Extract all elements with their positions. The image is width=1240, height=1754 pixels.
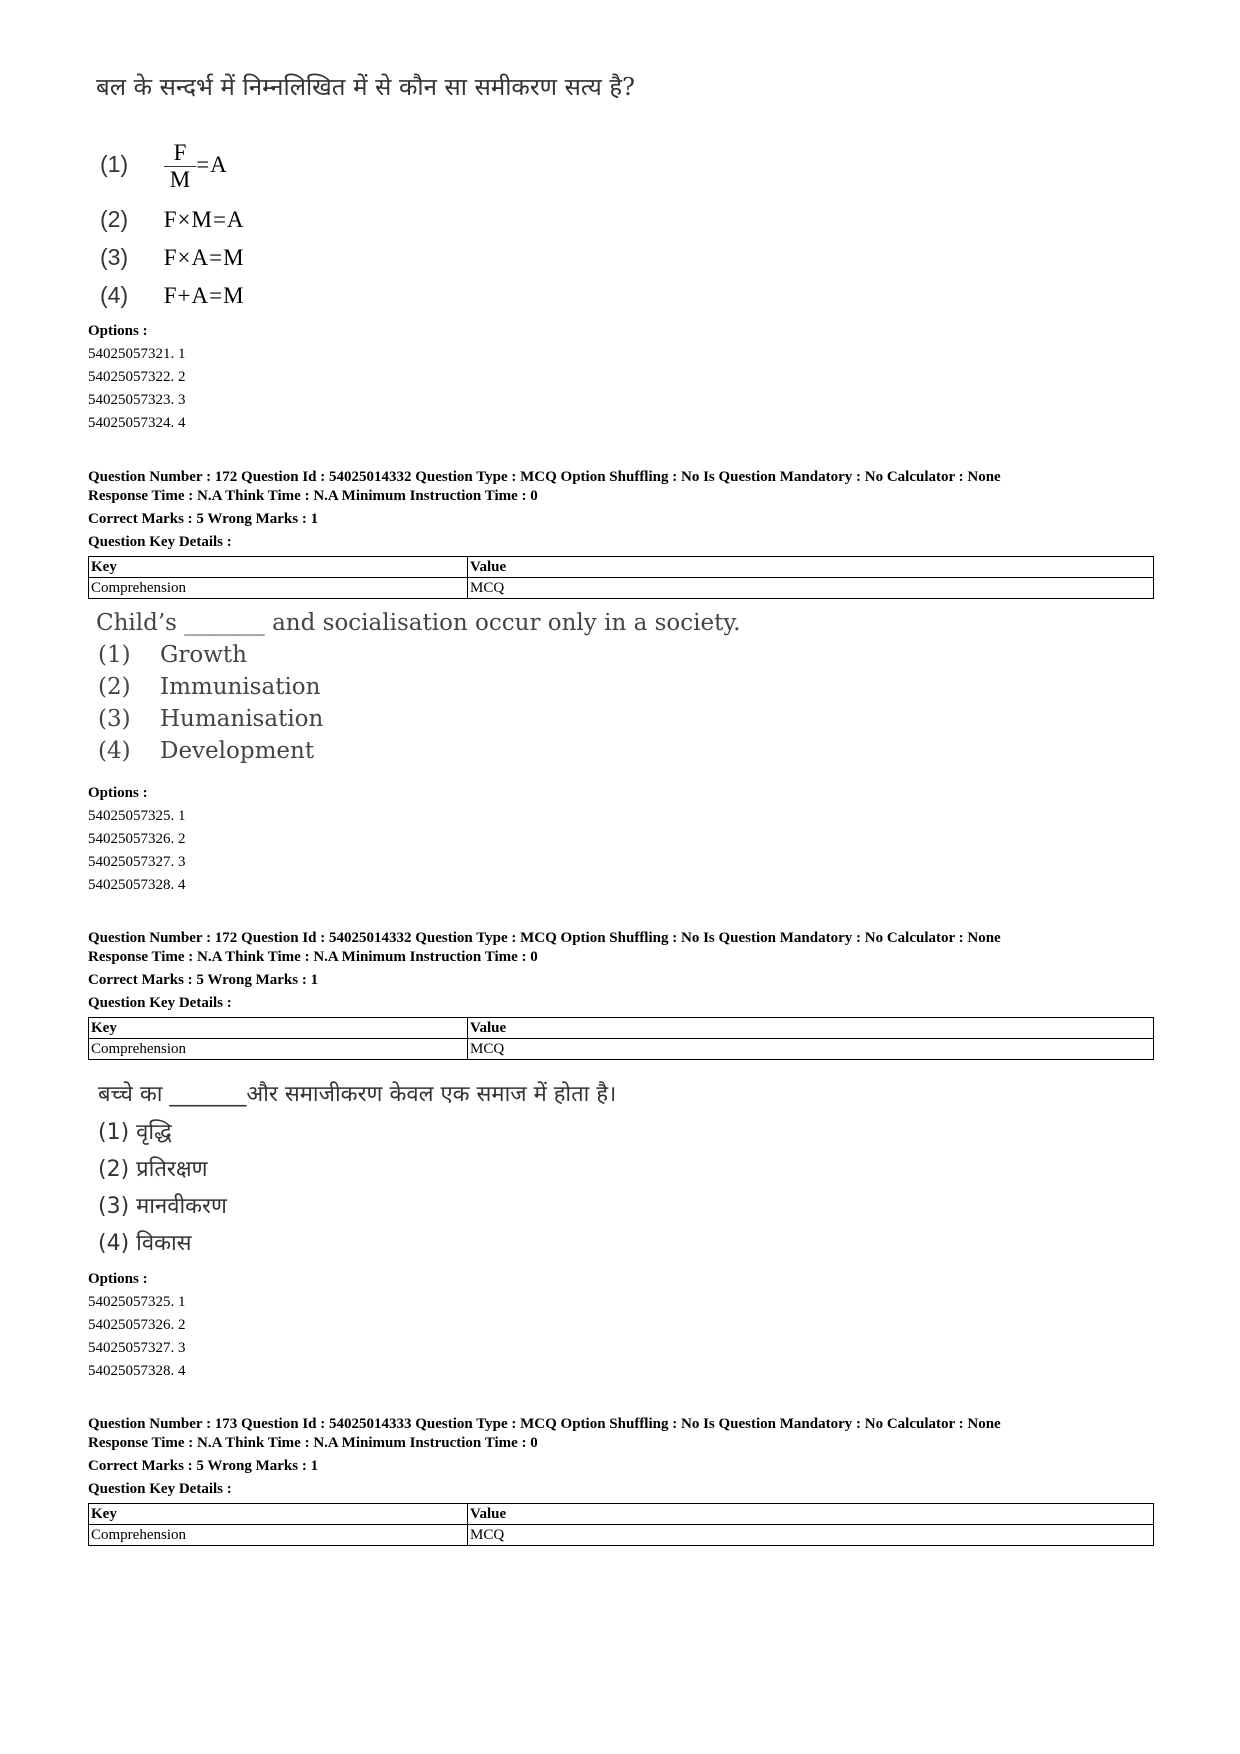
question-meta [88, 468, 1158, 599]
option-row [98, 738, 314, 764]
option-number: (2) [98, 674, 131, 700]
option-id: 54025057328. 4 [88, 877, 186, 893]
option-number: (3) [100, 244, 129, 270]
option-text: Development [160, 738, 315, 764]
question-info-line: Question Number : 173 Question Id : 54025014333 Question Type : MCQ Option Shuffling : No Is Question Mandatory : No Calculator : None [88, 1416, 1001, 1432]
option-row [100, 244, 245, 271]
question-text: Child’s _______ and socialisation occur only in a society. [96, 610, 741, 636]
option-row [98, 674, 320, 700]
option-number: (2) [100, 206, 129, 232]
options-list [88, 1268, 1158, 1383]
option-text: (3) मानवीकरण [98, 1194, 227, 1219]
equation-rhs: =A [196, 151, 228, 177]
option-id: 54025057322. 2 [88, 369, 186, 385]
question-text: बल के सन्दर्भ में निम्नलिखित में से कौन सा समीकरण सत्य है? [96, 73, 635, 101]
option-row [98, 642, 247, 668]
option-row [100, 206, 245, 233]
key-details-label: Question Key Details : [88, 995, 232, 1011]
option-text: (2) प्रतिरक्षण [98, 1157, 208, 1182]
options-list [88, 782, 1158, 897]
table-cell-key: Comprehension [89, 1525, 468, 1546]
equation: F×A=M [163, 245, 245, 270]
option-text: Growth [160, 642, 247, 668]
option-number: (4) [100, 282, 129, 308]
question-info-line: Question Number : 172 Question Id : 54025014332 Question Type : MCQ Option Shuffling : No Is Question Mandatory : No Calculator : None [88, 930, 1001, 946]
table-row [89, 1525, 1154, 1546]
table-cell-key: Comprehension [89, 578, 468, 599]
question-marks: Correct Marks : 5 Wrong Marks : 1 [88, 1458, 319, 1474]
table-header-key: Key [89, 557, 468, 578]
equation: F+A=M [163, 283, 245, 308]
table-header-row [89, 1504, 1154, 1525]
options-label: Options : [88, 785, 148, 801]
option-number: (1) [98, 642, 131, 668]
table-header-key: Key [89, 1018, 468, 1039]
table-header-value: Value [468, 557, 1154, 578]
option-id: 54025057323. 3 [88, 392, 186, 408]
table-cell-value: MCQ [468, 578, 1154, 599]
option-id: 54025057327. 3 [88, 854, 186, 870]
option-row [100, 140, 228, 193]
options-list [88, 320, 1158, 435]
table-row [89, 578, 1154, 599]
question-timing-line: Response Time : N.A Think Time : N.A Minimum Instruction Time : 0 [88, 488, 538, 504]
option-row [98, 706, 323, 732]
question-text: बच्चे का _______और समाजीकरण केवल एक समाज में होता है। [98, 1082, 617, 1107]
table-cell-key: Comprehension [89, 1039, 468, 1060]
option-number: (1) [100, 150, 129, 177]
question-info-line: Question Number : 172 Question Id : 54025014332 Question Type : MCQ Option Shuffling : No Is Question Mandatory : No Calculator : None [88, 469, 1001, 485]
fraction [164, 140, 196, 193]
key-value-table [88, 556, 1154, 599]
question-marks: Correct Marks : 5 Wrong Marks : 1 [88, 972, 319, 988]
table-row [89, 1039, 1154, 1060]
question-timing-line: Response Time : N.A Think Time : N.A Minimum Instruction Time : 0 [88, 1435, 538, 1451]
key-value-table [88, 1017, 1154, 1060]
table-header-value: Value [468, 1504, 1154, 1525]
question-marks: Correct Marks : 5 Wrong Marks : 1 [88, 511, 319, 527]
table-header-value: Value [468, 1018, 1154, 1039]
option-id: 54025057328. 4 [88, 1363, 186, 1379]
table-header-row [89, 557, 1154, 578]
question-timing-line: Response Time : N.A Think Time : N.A Minimum Instruction Time : 0 [88, 949, 538, 965]
option-text: (4) विकास [98, 1231, 192, 1256]
option-id: 54025057326. 2 [88, 831, 186, 847]
options-label: Options : [88, 323, 148, 339]
table-header-row [89, 1018, 1154, 1039]
equation: F×M=A [163, 207, 245, 232]
option-id: 54025057326. 2 [88, 1317, 186, 1333]
option-number: (4) [98, 738, 131, 764]
options-label: Options : [88, 1271, 148, 1287]
key-value-table [88, 1503, 1154, 1546]
option-row [100, 282, 245, 309]
key-details-label: Question Key Details : [88, 534, 232, 550]
option-text: Immunisation [160, 674, 321, 700]
option-text: (1) वृद्धि [98, 1120, 172, 1145]
option-id: 54025057327. 3 [88, 1340, 186, 1356]
option-text: Humanisation [160, 706, 324, 732]
table-header-key: Key [89, 1504, 468, 1525]
question-meta [88, 929, 1158, 1060]
option-id: 54025057325. 1 [88, 1294, 186, 1310]
table-cell-value: MCQ [468, 1039, 1154, 1060]
key-details-label: Question Key Details : [88, 1481, 232, 1497]
fraction-denominator: M [169, 167, 191, 192]
option-id: 54025057321. 1 [88, 346, 186, 362]
fraction-numerator: F [164, 140, 196, 167]
option-number: (3) [98, 706, 131, 732]
table-cell-value: MCQ [468, 1525, 1154, 1546]
option-id: 54025057325. 1 [88, 808, 186, 824]
option-id: 54025057324. 4 [88, 415, 186, 431]
question-meta [88, 1415, 1158, 1546]
